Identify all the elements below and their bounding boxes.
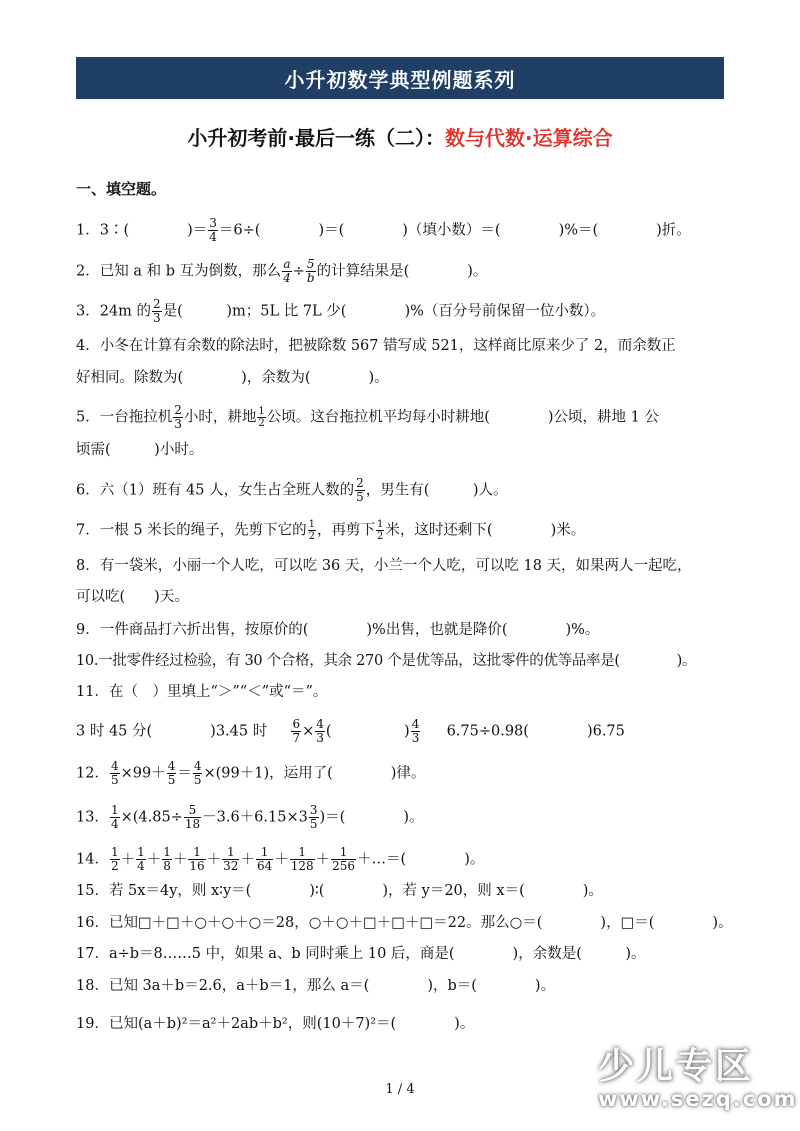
- q5-fraction-1: $\frac{2}{3}$: [174, 403, 182, 431]
- q13-text-d: )＝( )。: [319, 809, 424, 826]
- q14-text-b: ＋…＝( )。: [357, 851, 485, 868]
- q12-text-b: ×99＋: [120, 765, 166, 782]
- q14-series: [109, 845, 357, 873]
- q6-fraction: $\frac{2}{5}$: [356, 476, 364, 504]
- q14-fraction: $\frac{1}{2}$: [110, 845, 119, 873]
- q14-plus: ＋: [206, 851, 222, 868]
- question-12: [76, 760, 425, 787]
- q7-text-b: ，再剪下: [317, 522, 376, 539]
- q2-fraction-2: $\frac{5}{b}$: [306, 257, 315, 285]
- title-part2: 数与代数·运算综合: [445, 126, 613, 150]
- series-banner: 小升初数学典型例题系列: [76, 57, 724, 99]
- q5-text-a: 5．一台拖拉机: [76, 409, 173, 426]
- q3-text-a: 3．24m 的: [76, 303, 152, 320]
- title-part1: 小升初考前·最后一练（二）：: [187, 126, 445, 150]
- section-heading: 一、填空题。: [76, 180, 167, 198]
- q14-fraction: $\frac{1}{32}$: [223, 845, 239, 873]
- page-title: [0, 122, 800, 151]
- question-17: 17．a÷b＝8……5 中，如果 a、b 同时乘上 10 后，商是( )，余数是( )。: [76, 946, 646, 962]
- q2-text-a: 2．已知 a 和 b 互为倒数，那么: [76, 263, 282, 280]
- q1-fraction: $\frac{3}{4}$: [209, 216, 217, 244]
- question-4-line-2: 好相同。除数为( )，余数为( )。: [76, 370, 389, 386]
- q6-text-a: 6．六（1）班有 45 人，女生占全班人数的: [76, 482, 355, 499]
- q14-fraction: $\frac{1}{8}$: [163, 845, 171, 873]
- q14-plus: ＋: [315, 851, 331, 868]
- question-4-line-1: 4．小冬在计算有余数的除法时，把被除数 567 错写成 521，这样商比原来少了 2，而余数正: [76, 338, 676, 354]
- q14-fraction: $\frac{1}{64}$: [256, 845, 273, 873]
- q7-text-a: 7．一根 5 米长的绳子，先剪下它的: [76, 522, 307, 539]
- q14-plus: ＋: [120, 851, 136, 868]
- q3-fraction: $\frac{2}{3}$: [153, 297, 161, 325]
- q14-plus: ＋: [274, 851, 289, 868]
- q14-fraction: $\frac{1}{4}$: [137, 845, 145, 873]
- question-8-line-1: 8．有一袋米，小丽一个人吃，可以吃 36 天，小兰一个人吃，可以吃 18 天，如果两人一起吃，: [76, 558, 692, 574]
- q11-fraction-3: $\frac{4}{3}$: [411, 717, 420, 745]
- question-15: 15．若 5x＝4y，则 x∶y＝( )∶( )，若 y＝20，则 x＝( )。: [76, 883, 603, 899]
- q13-text-c: －3.6＋6.15×3: [202, 809, 308, 826]
- q13-fraction-3: $\frac{3}{5}$: [309, 803, 318, 831]
- q12-text-c: ＝: [177, 765, 192, 782]
- question-14: [76, 846, 484, 873]
- q12-text-d: ×(99＋1)，运用了( )律。: [203, 765, 426, 782]
- q7-fraction-1: $\frac{1}{2}$: [308, 519, 316, 542]
- question-8-line-2: 可以吃( )天。: [76, 589, 189, 605]
- watermark-cn: 少儿专区: [598, 1046, 755, 1087]
- q12-fraction-2: $\frac{4}{5}$: [167, 759, 176, 787]
- watermark-url: www.sezq.com: [598, 1087, 798, 1111]
- question-3: [76, 298, 605, 325]
- q13-text-b: ×(4.85÷: [120, 809, 183, 826]
- q7-fraction-2: $\frac{1}{2}$: [377, 519, 384, 542]
- q13-fraction-1: $\frac{1}{4}$: [110, 803, 119, 831]
- question-13: [76, 804, 423, 831]
- q3-text-b: 是( )m；5L 比 7L 少( )%（百分号前保留一位小数）。: [162, 303, 606, 320]
- question-1: [76, 217, 691, 244]
- q14-label: 14．: [76, 851, 109, 868]
- q5-text-b: 小时，耕地: [183, 409, 257, 426]
- q11-fraction-1: $\frac{6}{7}$: [292, 717, 301, 745]
- question-5: [76, 404, 659, 431]
- q11-compare-3: 6.75÷0.98( )6.75: [446, 723, 625, 740]
- question-6: [76, 477, 508, 504]
- question-11-comparisons: [76, 718, 625, 745]
- q2-fraction-1: $\frac{a}{4}$: [283, 257, 291, 285]
- q14-fraction: $\frac{1}{256}$: [332, 845, 356, 873]
- q14-fraction: $\frac{1}{16}$: [189, 845, 205, 873]
- q11-fraction-2: $\frac{4}{3}$: [316, 717, 324, 745]
- q1-text-a: 1．3∶( )＝: [76, 222, 208, 239]
- q13-fraction-2: $\frac{5}{18}$: [184, 803, 201, 831]
- q11-compare-1: 3 时 45 分( )3.45 时: [76, 723, 268, 740]
- question-2: [76, 258, 487, 285]
- page-number: 1 / 4: [385, 1082, 415, 1097]
- q12-label: 12．: [76, 765, 109, 782]
- question-18: 18．已知 3a＋b＝2.6，a＋b＝1，那么 a＝( )，b＝( )。: [76, 978, 556, 994]
- q1-text-b: ＝6÷( )＝( )（填小数）＝( )%＝( )折。: [218, 222, 691, 239]
- q5-text-c: 公顷。这台拖拉机平均每小时耕地( )公顷，耕地 1 公: [266, 409, 660, 426]
- question-9: 9．一件商品打六折出售，按原价的( )%出售，也就是降价( )%。: [76, 622, 600, 638]
- question-7: [76, 519, 585, 542]
- q14-plus: ＋: [240, 851, 255, 868]
- question-11: 11．在（ ）里填上“＞”“＜”或“＝”。: [76, 684, 328, 700]
- question-16: 16．已知□＋□＋○＋○＋○＝28，○＋○＋□＋□＋□＝22。那么○＝( )，□＝( )。: [76, 915, 733, 931]
- q14-plus: ＋: [172, 851, 188, 868]
- q14-fraction: $\frac{1}{128}$: [290, 845, 314, 873]
- q7-text-c: 米，这时还剩下( )米。: [385, 522, 586, 539]
- watermark-logo: [598, 1038, 798, 1111]
- q13-label: 13．: [76, 809, 109, 826]
- q12-fraction-3: $\frac{4}{5}$: [193, 759, 202, 787]
- question-10: 10.一批零件经过检验，有 30 个合格，其余 270 个是优等品，这批零件的优等品率是( )。: [76, 653, 697, 669]
- q11-blank: ( ): [325, 723, 410, 740]
- q2-text-b: 的计算结果是( )。: [316, 263, 488, 280]
- question-19: 19．已知(a＋b)²＝a²＋2ab＋b²，则(10＋7)²＝( )。: [76, 1016, 475, 1032]
- q14-plus: ＋: [146, 851, 162, 868]
- q2-op: ÷: [292, 263, 305, 280]
- q6-text-b: ，男生有( )人。: [365, 482, 508, 499]
- q12-fraction-1: $\frac{4}{5}$: [110, 759, 119, 787]
- question-5-line-2: 顷需( )小时。: [76, 442, 204, 458]
- q5-fraction-2: $\frac{1}{2}$: [258, 406, 265, 429]
- q11-times: ×: [302, 723, 315, 740]
